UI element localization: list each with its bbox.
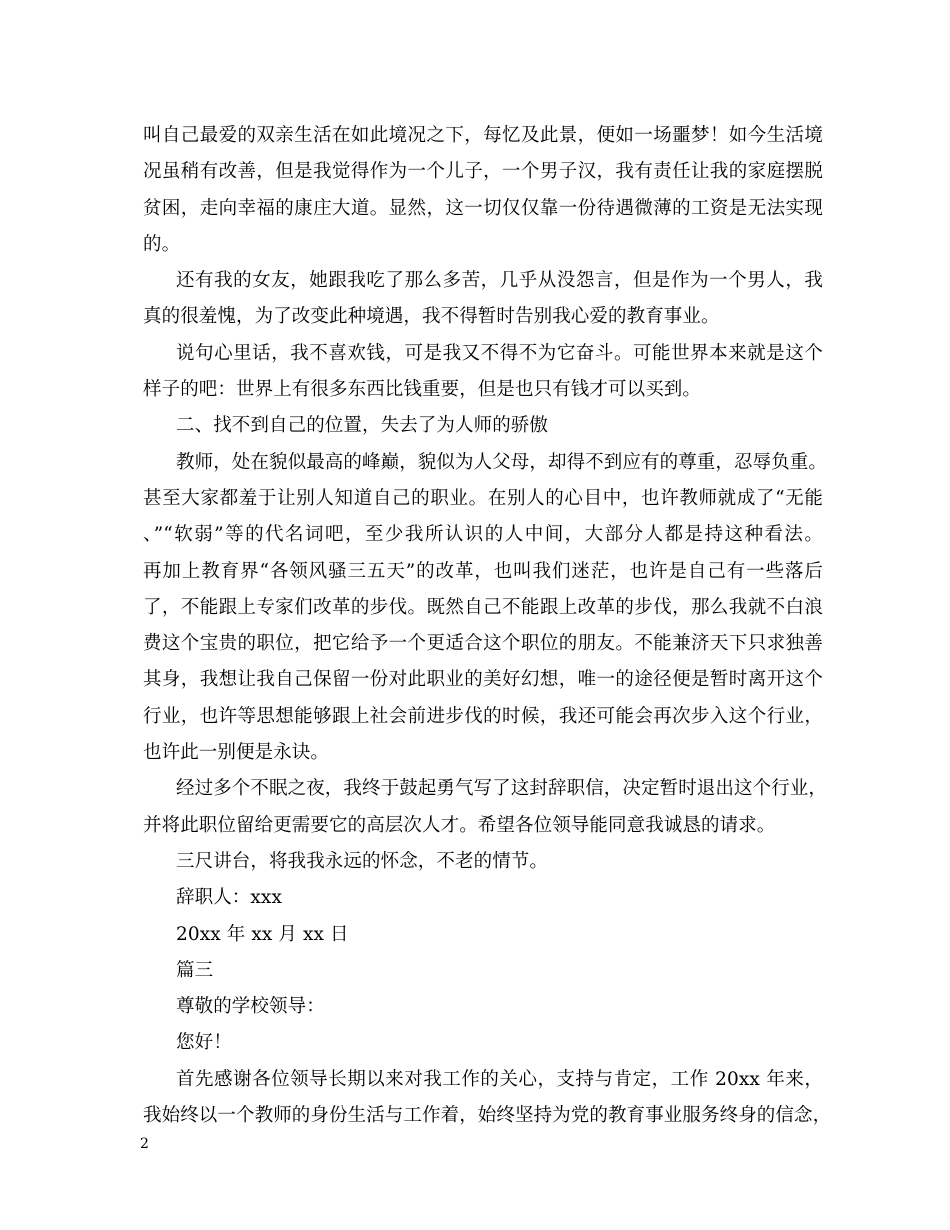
- paragraph-first-line: 教师，处在貌似最高的峰巅，貌似为人父母，却得不到应有的尊重，忍辱负重。: [176, 451, 828, 473]
- closing-line: 三尺讲台，将我我永远的怀念，不老的情节。: [176, 850, 549, 872]
- text-line: 的。: [143, 233, 181, 255]
- text-line: 甚至大家都羞于让别人知道自己的职业。在别人的心目中，也许教师就成了“无能: [143, 487, 823, 509]
- paragraph-first-line: 还有我的女友，她跟我吃了那么多苦，几乎从没怨言，但是作为一个男人，我: [176, 270, 823, 292]
- body-text: [143, 118, 832, 1134]
- text-line: 叫自己最爱的双亲生活在如此境况之下，每忆及此景，便如一场噩梦！如今生活境: [143, 125, 823, 146]
- greeting: 您好！: [176, 1032, 232, 1054]
- text-line: 贫困，走向幸福的康庄大道。显然，这一切仅仅靠一份待遇微薄的工资是无法实现: [143, 197, 823, 219]
- text-line: 况虽稍有改善，但是我觉得作为一个儿子，一个男子汉，我有责任让我的家庭摆脱: [143, 161, 823, 183]
- paragraph-first-line: 说句心里话，我不喜欢钱，可是我又不得不为它奋斗。可能世界本来就是这个: [176, 342, 823, 364]
- paragraph-first-line: 首先感谢各位领导长期以来对我工作的关心，支持与肯定，工作 20xx 年来，: [176, 1068, 823, 1090]
- paragraph-first-line: 经过多个不眠之夜，我终于鼓起勇气写了这封辞职信，决定暂时退出这个行业，: [176, 778, 828, 800]
- text-line: 也许此一别便是永诀。: [143, 742, 330, 764]
- text-line: 并将此职位留给更需要它的高层次人才。希望各位领导能同意我诚恳的请求。: [143, 814, 776, 836]
- text-line: 了，不能跟上专家们改革的步伐。既然自己不能跟上改革的步伐，那么我就不白浪: [143, 596, 823, 618]
- text-line: 、”“软弱”等的代名词吧，至少我所认识的人中间，大部分人都是持这种看法。: [143, 524, 823, 546]
- date-line: 20xx 年 xx 月 xx 日: [176, 923, 349, 945]
- text-line: 其身，我想让我自己保留一份对此职业的美好幻想，唯一的途径便是暂时离开这个: [143, 669, 823, 691]
- section-title: 篇三: [176, 959, 214, 981]
- text-line: 费这个宝贵的职位，把它给予一个更适合这个职位的朋友。不能兼济天下只求独善: [143, 633, 823, 655]
- signature-line: 辞职人：xxx: [176, 887, 283, 909]
- salutation: 尊敬的学校领导：: [176, 996, 325, 1018]
- text-line: 再加上教育界“各领风骚三五天”的改革，也叫我们迷茫，也许是自己有一些落后: [143, 560, 823, 582]
- text-line: 样子的吧：世界上有很多东西比钱重要，但是也只有钱才可以买到。: [143, 379, 702, 401]
- text-line: 真的很羞愧，为了改变此种境遇，我不得暂时告别我心爱的教育事业。: [143, 306, 720, 328]
- section-heading: 二、找不到自己的位置，失去了为人师的骄傲: [176, 415, 549, 437]
- text-line: 我始终以一个教师的身份生活与工作着，始终坚持为党的教育事业服务终身的信念，: [143, 1105, 832, 1127]
- page-number: 2: [140, 1136, 149, 1152]
- text-line: 行业，也许等思想能够跟上社会前进步伐的时候，我还可能会再次步入这个行业，: [143, 705, 823, 727]
